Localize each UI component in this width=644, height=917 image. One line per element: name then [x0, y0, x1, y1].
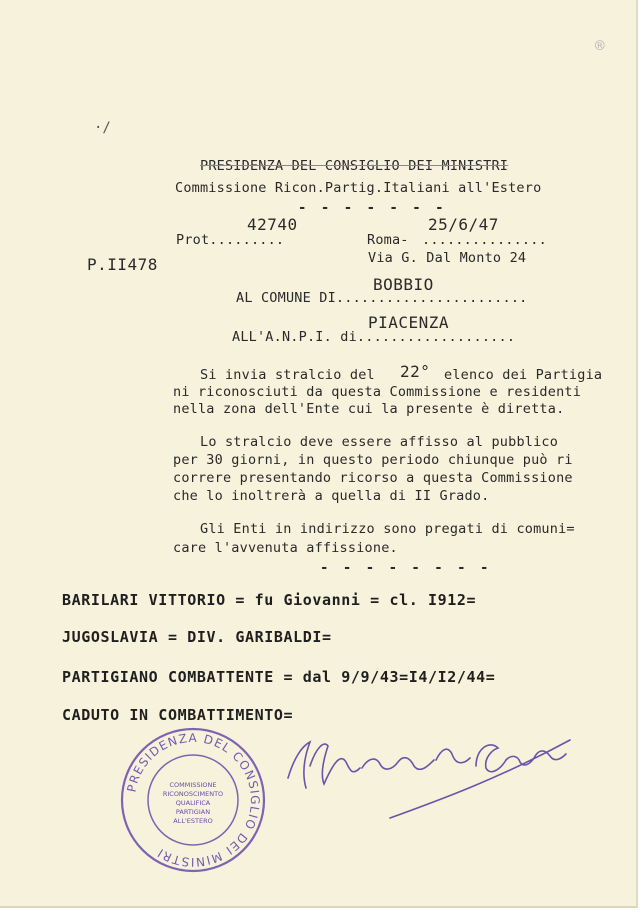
record-unit-line: JUGOSLAVIA = DIV. GARIBALDI=: [62, 628, 332, 646]
record-name-line: BARILARI VITTORIO = fu Giovanni = cl. I912=: [62, 591, 477, 609]
date-dots: ...............: [422, 232, 547, 248]
comune-label: AL COMUNE DI.......................: [236, 290, 528, 306]
stamp-inner-text: COMMISSIONE RICONOSCIMENTO QUALIFICA PARTIGIAN ALL'ESTERO: [162, 781, 224, 825]
list-number: 22°: [400, 362, 431, 381]
body-p3-line2: care l'avvenuta affissione.: [173, 540, 398, 556]
body-p2-line4: che lo inoltrerà a quella di II Grado.: [173, 488, 490, 504]
body-p1-line1a: Si invia stralcio del: [200, 367, 375, 383]
protocol-label: Prot.........: [176, 232, 285, 248]
body-p3-line1: Gli Enti in indirizzo sono pregati di comuni=: [200, 521, 575, 537]
stamp-ring-text: PRESIDENZA DEL CONSIGLIO DEI MINISTRI: [124, 730, 263, 870]
record-status-line: CADUTO IN COMBATTIMENTO=: [62, 706, 294, 724]
reference-number: P.II478: [87, 255, 158, 274]
body-p1-line3: nella zona dell'Ente cui la presente è diretta.: [173, 401, 565, 417]
margin-mark: ·/: [94, 120, 111, 136]
body-p2-line2: per 30 giorni, in questo periodo chiunque può ri: [173, 452, 573, 468]
body-p2-line1: Lo stralcio deve essere affisso al pubblico: [200, 434, 559, 450]
office-address: Via G. Dal Monto 24: [368, 250, 527, 266]
place-label: Roma-: [367, 232, 409, 248]
anpi-label: ALL'A.N.P.I. di...................: [232, 329, 516, 345]
comune-value: BOBBIO: [373, 275, 434, 294]
header-rule: - - - - - - -: [298, 200, 447, 216]
anpi-value: PIACENZA: [368, 313, 450, 332]
body-rule: - - - - - - - -: [320, 560, 492, 576]
body-p1-line2: ni riconosciuti da questa Commissione e residenti: [173, 384, 582, 400]
header-subtitle: Commissione Ricon.Partig.Italiani all'Estero: [175, 180, 542, 196]
body-p2-line3: correre presentando ricorso a questa Commissione: [173, 470, 573, 486]
record-service-line: PARTIGIANO COMBATTENTE = dal 9/9/43=I4/I2/44=: [62, 668, 496, 686]
body-p1-line1b: elenco dei Partigia: [444, 367, 603, 383]
protocol-number: 42740: [247, 215, 298, 234]
document-date: 25/6/47: [428, 215, 499, 234]
handwritten-signature: [280, 718, 580, 828]
header-title: PRESIDENZA DEL CONSIGLIO DEI MINISTRI: [200, 158, 509, 174]
corner-mark: ®: [595, 36, 605, 55]
